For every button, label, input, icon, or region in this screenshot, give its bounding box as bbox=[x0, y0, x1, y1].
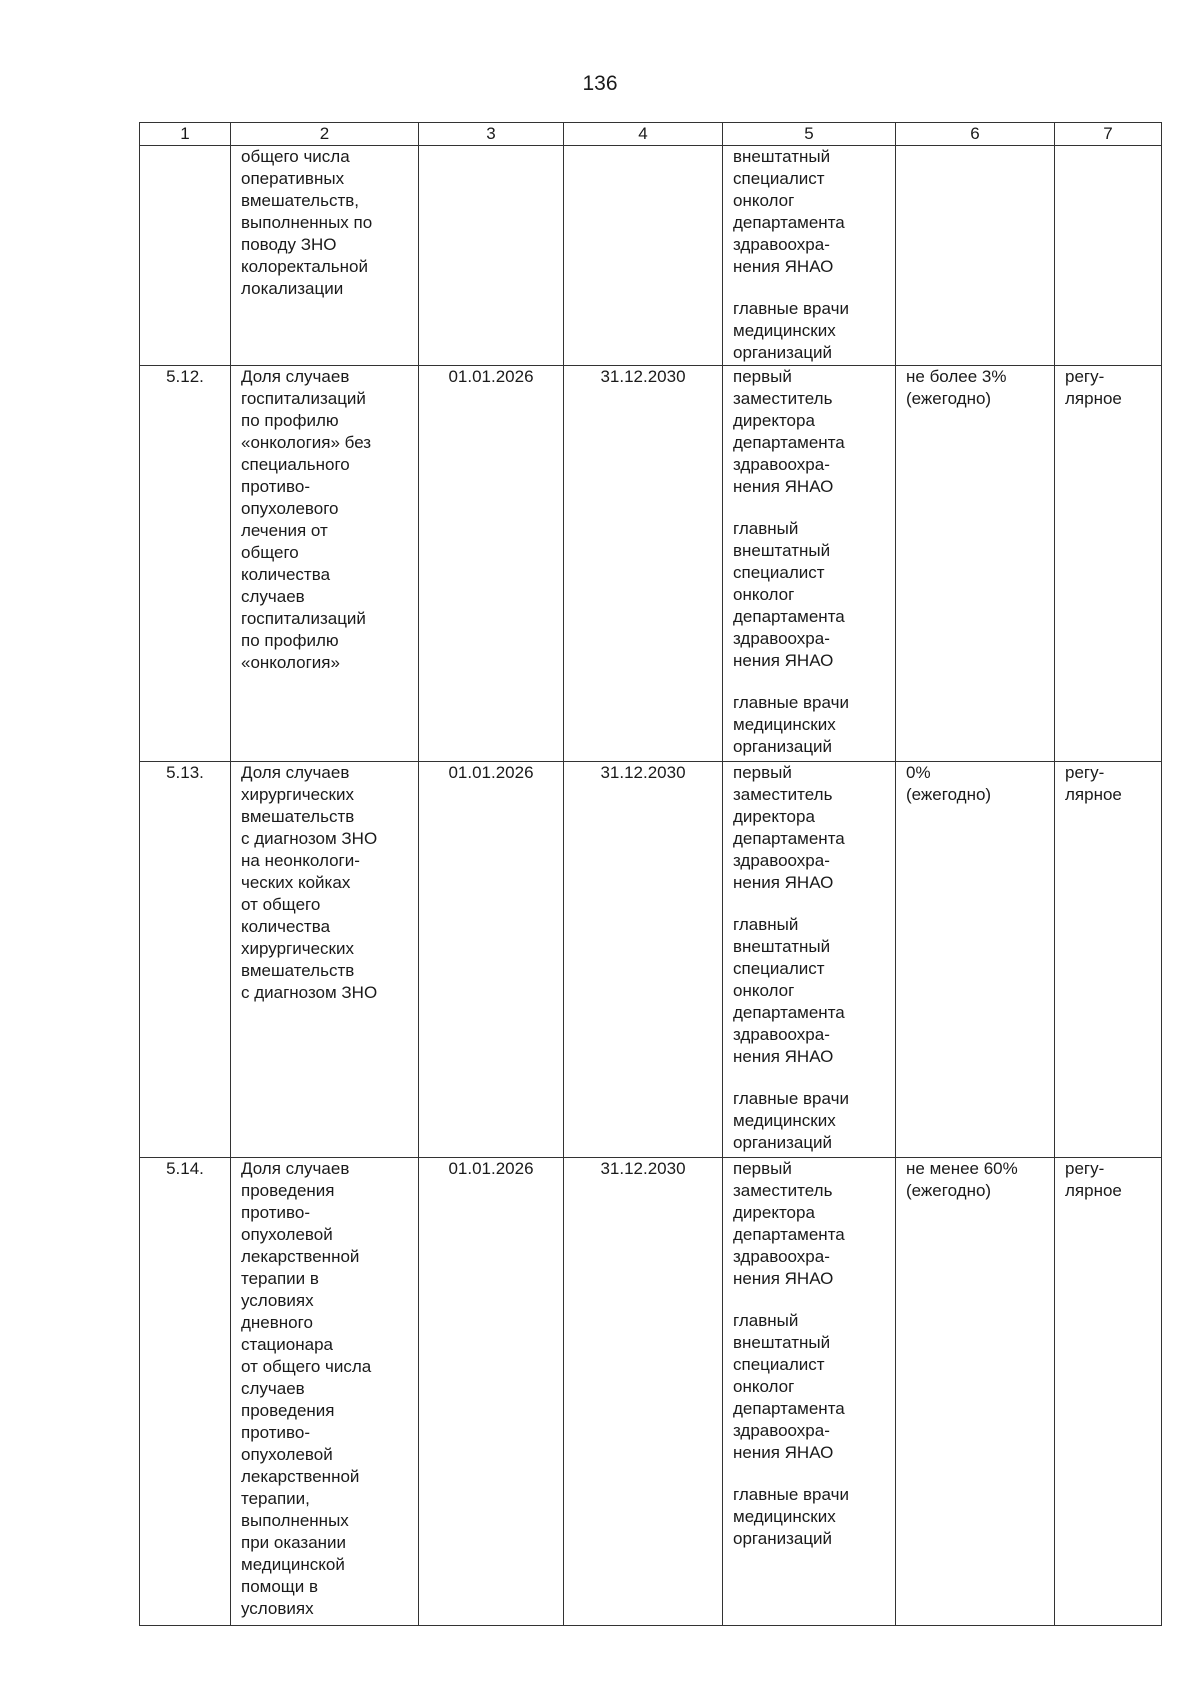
text-line: общего bbox=[241, 543, 299, 562]
table-header-row bbox=[140, 123, 1162, 146]
text-line: внештатный bbox=[733, 147, 831, 166]
target-value-cell bbox=[896, 366, 1055, 762]
item-number-cell bbox=[140, 146, 231, 366]
text-line: выполненных bbox=[241, 1511, 349, 1530]
text-line: лекарственной bbox=[241, 1247, 360, 1266]
text-line: главный bbox=[733, 519, 799, 538]
text-line: директора bbox=[733, 411, 815, 430]
text-line: внештатный bbox=[733, 1333, 831, 1352]
text-line: департамента bbox=[733, 433, 845, 452]
text-line: (ежегодно) bbox=[906, 1181, 992, 1200]
indicator-cell bbox=[231, 146, 419, 366]
text-line: главный bbox=[733, 915, 799, 934]
responsible-block bbox=[733, 366, 885, 498]
header-cell: 7 bbox=[1055, 123, 1162, 146]
text-line: колоректальной bbox=[241, 257, 368, 276]
text-line: здравоохра- bbox=[733, 1421, 830, 1440]
text-line: медицинских bbox=[733, 715, 836, 734]
text-line: по профилю bbox=[241, 411, 339, 430]
text-line: 0% bbox=[906, 763, 931, 782]
text-line: проведения bbox=[241, 1181, 335, 1200]
text-line: заместитель bbox=[733, 1181, 833, 1200]
text-line: хирургических bbox=[241, 785, 354, 804]
text-line: вмешательств bbox=[241, 807, 355, 826]
text-line: не менее 60% bbox=[906, 1159, 1018, 1178]
text-line: здравоохра- bbox=[733, 851, 830, 870]
text-line: от общего числа bbox=[241, 1357, 372, 1376]
text-line: условиях bbox=[241, 1291, 314, 1310]
text-line: (ежегодно) bbox=[906, 785, 992, 804]
text-line: от общего bbox=[241, 895, 321, 914]
text-line: департамента bbox=[733, 1399, 845, 1418]
target-value-cell bbox=[896, 762, 1055, 1158]
text-line: здравоохра- bbox=[733, 1247, 830, 1266]
text-line: лекарственной bbox=[241, 1467, 360, 1486]
text-line: опухолевой bbox=[241, 1225, 333, 1244]
text-line: лярное bbox=[1065, 389, 1122, 408]
item-number-cell: 5.13. bbox=[140, 762, 231, 1158]
text-line: директора bbox=[733, 807, 815, 826]
text-line: департамента bbox=[733, 607, 845, 626]
end-date-cell: 31.12.2030 bbox=[564, 762, 723, 1158]
text-line: организаций bbox=[733, 1529, 833, 1548]
header-cell: 2 bbox=[231, 123, 419, 146]
text-line: госпитализаций bbox=[241, 389, 366, 408]
text-line: департамента bbox=[733, 1225, 845, 1244]
text-line: госпитализаций bbox=[241, 609, 366, 628]
responsible-cell bbox=[723, 762, 896, 1158]
responsible-cell bbox=[723, 1158, 896, 1626]
text-line: с диагнозом ЗНО bbox=[241, 983, 378, 1002]
text-line: локализации bbox=[241, 279, 344, 298]
text-line: нения ЯНАО bbox=[733, 651, 834, 670]
text-line: опухолевой bbox=[241, 1445, 333, 1464]
text-line: главные врачи bbox=[733, 693, 849, 712]
table-row bbox=[140, 366, 1162, 762]
text-line: с диагнозом ЗНО bbox=[241, 829, 378, 848]
text-line: здравоохра- bbox=[733, 235, 830, 254]
text-line: проведения bbox=[241, 1401, 335, 1420]
text-line: случаев bbox=[241, 1379, 305, 1398]
responsible-cell bbox=[723, 366, 896, 762]
text-line: стационара bbox=[241, 1335, 333, 1354]
event-type-cell bbox=[1055, 762, 1162, 1158]
table-row bbox=[140, 762, 1162, 1158]
text-line: выполненных по bbox=[241, 213, 373, 232]
item-number-cell: 5.14. bbox=[140, 1158, 231, 1626]
text-line: специального bbox=[241, 455, 350, 474]
end-date-cell bbox=[564, 146, 723, 366]
text-line: нения ЯНАО bbox=[733, 257, 834, 276]
text-line: противо- bbox=[241, 1203, 310, 1222]
text-line: помощи в bbox=[241, 1577, 319, 1596]
text-line: общего числа bbox=[241, 147, 350, 166]
text-line: онколог bbox=[733, 1377, 795, 1396]
text-line: «онкология» bbox=[241, 653, 340, 672]
text-line: при оказании bbox=[241, 1533, 347, 1552]
text-line: количества bbox=[241, 565, 331, 584]
text-line: лярное bbox=[1065, 785, 1122, 804]
text-line: по профилю bbox=[241, 631, 339, 650]
responsible-block bbox=[733, 1484, 885, 1550]
text-line: здравоохра- bbox=[733, 1025, 830, 1044]
text-line: здравоохра- bbox=[733, 629, 830, 648]
text-line: хирургических bbox=[241, 939, 354, 958]
text-line: терапии в bbox=[241, 1269, 319, 1288]
text-line: противо- bbox=[241, 477, 310, 496]
text-line: дневного bbox=[241, 1313, 313, 1332]
text-line: нения ЯНАО bbox=[733, 873, 834, 892]
text-line: заместитель bbox=[733, 389, 833, 408]
text-line: противо- bbox=[241, 1423, 310, 1442]
indicator-cell bbox=[231, 762, 419, 1158]
responsible-block bbox=[733, 1310, 885, 1464]
header-cell: 3 bbox=[419, 123, 564, 146]
end-date-cell: 31.12.2030 bbox=[564, 1158, 723, 1626]
text-line: специалист bbox=[733, 1355, 825, 1374]
text-line: лярное bbox=[1065, 1181, 1122, 1200]
item-number-cell: 5.12. bbox=[140, 366, 231, 762]
text-line: главные врачи bbox=[733, 1485, 849, 1504]
table-row bbox=[140, 146, 1162, 366]
text-line: внештатный bbox=[733, 541, 831, 560]
header-cell: 5 bbox=[723, 123, 896, 146]
text-line: организаций bbox=[733, 343, 833, 362]
text-line: лечения от bbox=[241, 521, 328, 540]
text-line: первый bbox=[733, 367, 792, 386]
start-date-cell: 01.01.2026 bbox=[419, 762, 564, 1158]
text-line: «онкология» без bbox=[241, 433, 372, 452]
start-date-cell: 01.01.2026 bbox=[419, 1158, 564, 1626]
text-line: Доля случаев bbox=[241, 1159, 350, 1178]
text-line: не более 3% bbox=[906, 367, 1007, 386]
text-line: случаев bbox=[241, 587, 305, 606]
target-value-cell bbox=[896, 146, 1055, 366]
header-cell: 1 bbox=[140, 123, 231, 146]
text-line: Доля случаев bbox=[241, 763, 350, 782]
responsible-cell bbox=[723, 146, 896, 366]
text-line: оперативных bbox=[241, 169, 345, 188]
text-line: медицинских bbox=[733, 1111, 836, 1130]
text-line: первый bbox=[733, 763, 792, 782]
text-line: терапии, bbox=[241, 1489, 310, 1508]
text-line: специалист bbox=[733, 959, 825, 978]
responsible-block bbox=[733, 298, 885, 364]
event-type-cell bbox=[1055, 146, 1162, 366]
target-value-cell bbox=[896, 1158, 1055, 1626]
text-line: нения ЯНАО bbox=[733, 1443, 834, 1462]
indicator-cell bbox=[231, 1158, 419, 1626]
responsible-block bbox=[733, 1088, 885, 1154]
text-line: медицинских bbox=[733, 1507, 836, 1526]
text-line: регу- bbox=[1065, 1159, 1105, 1178]
responsible-block bbox=[733, 146, 885, 278]
text-line: внештатный bbox=[733, 937, 831, 956]
text-line: главные врачи bbox=[733, 299, 849, 318]
text-line: поводу ЗНО bbox=[241, 235, 337, 254]
text-line: медицинской bbox=[241, 1555, 345, 1574]
text-line: вмешательств bbox=[241, 961, 355, 980]
text-line: количества bbox=[241, 917, 331, 936]
responsible-block bbox=[733, 692, 885, 758]
text-line: (ежегодно) bbox=[906, 389, 992, 408]
text-line: регу- bbox=[1065, 367, 1105, 386]
text-line: здравоохра- bbox=[733, 455, 830, 474]
text-line: первый bbox=[733, 1159, 792, 1178]
text-line: регу- bbox=[1065, 763, 1105, 782]
responsible-block bbox=[733, 914, 885, 1068]
text-line: специалист bbox=[733, 563, 825, 582]
text-line: онколог bbox=[733, 981, 795, 1000]
text-line: директора bbox=[733, 1203, 815, 1222]
text-line: онколог bbox=[733, 585, 795, 604]
indicator-cell bbox=[231, 366, 419, 762]
text-line: ческих койках bbox=[241, 873, 351, 892]
text-line: специалист bbox=[733, 169, 825, 188]
measures-table bbox=[139, 122, 1162, 1626]
text-line: медицинских bbox=[733, 321, 836, 340]
text-line: главные врачи bbox=[733, 1089, 849, 1108]
event-type-cell bbox=[1055, 1158, 1162, 1626]
end-date-cell: 31.12.2030 bbox=[564, 366, 723, 762]
text-line: заместитель bbox=[733, 785, 833, 804]
text-line: опухолевого bbox=[241, 499, 339, 518]
text-line: нения ЯНАО bbox=[733, 1047, 834, 1066]
start-date-cell bbox=[419, 146, 564, 366]
text-line: департамента bbox=[733, 829, 845, 848]
text-line: департамента bbox=[733, 1003, 845, 1022]
text-line: нения ЯНАО bbox=[733, 477, 834, 496]
header-cell: 4 bbox=[564, 123, 723, 146]
start-date-cell: 01.01.2026 bbox=[419, 366, 564, 762]
responsible-block bbox=[733, 762, 885, 894]
text-line: вмешательств, bbox=[241, 191, 360, 210]
table-row bbox=[140, 1158, 1162, 1626]
responsible-block bbox=[733, 1158, 885, 1290]
text-line: условиях bbox=[241, 1599, 314, 1618]
text-line: нения ЯНАО bbox=[733, 1269, 834, 1288]
responsible-block bbox=[733, 518, 885, 672]
text-line: Доля случаев bbox=[241, 367, 350, 386]
text-line: онколог bbox=[733, 191, 795, 210]
text-line: главный bbox=[733, 1311, 799, 1330]
text-line: на неонкологи- bbox=[241, 851, 360, 870]
text-line: департамента bbox=[733, 213, 845, 232]
page-number: 136 bbox=[582, 72, 618, 95]
text-line: организаций bbox=[733, 737, 833, 756]
header-cell: 6 bbox=[896, 123, 1055, 146]
text-line: организаций bbox=[733, 1133, 833, 1152]
event-type-cell bbox=[1055, 366, 1162, 762]
